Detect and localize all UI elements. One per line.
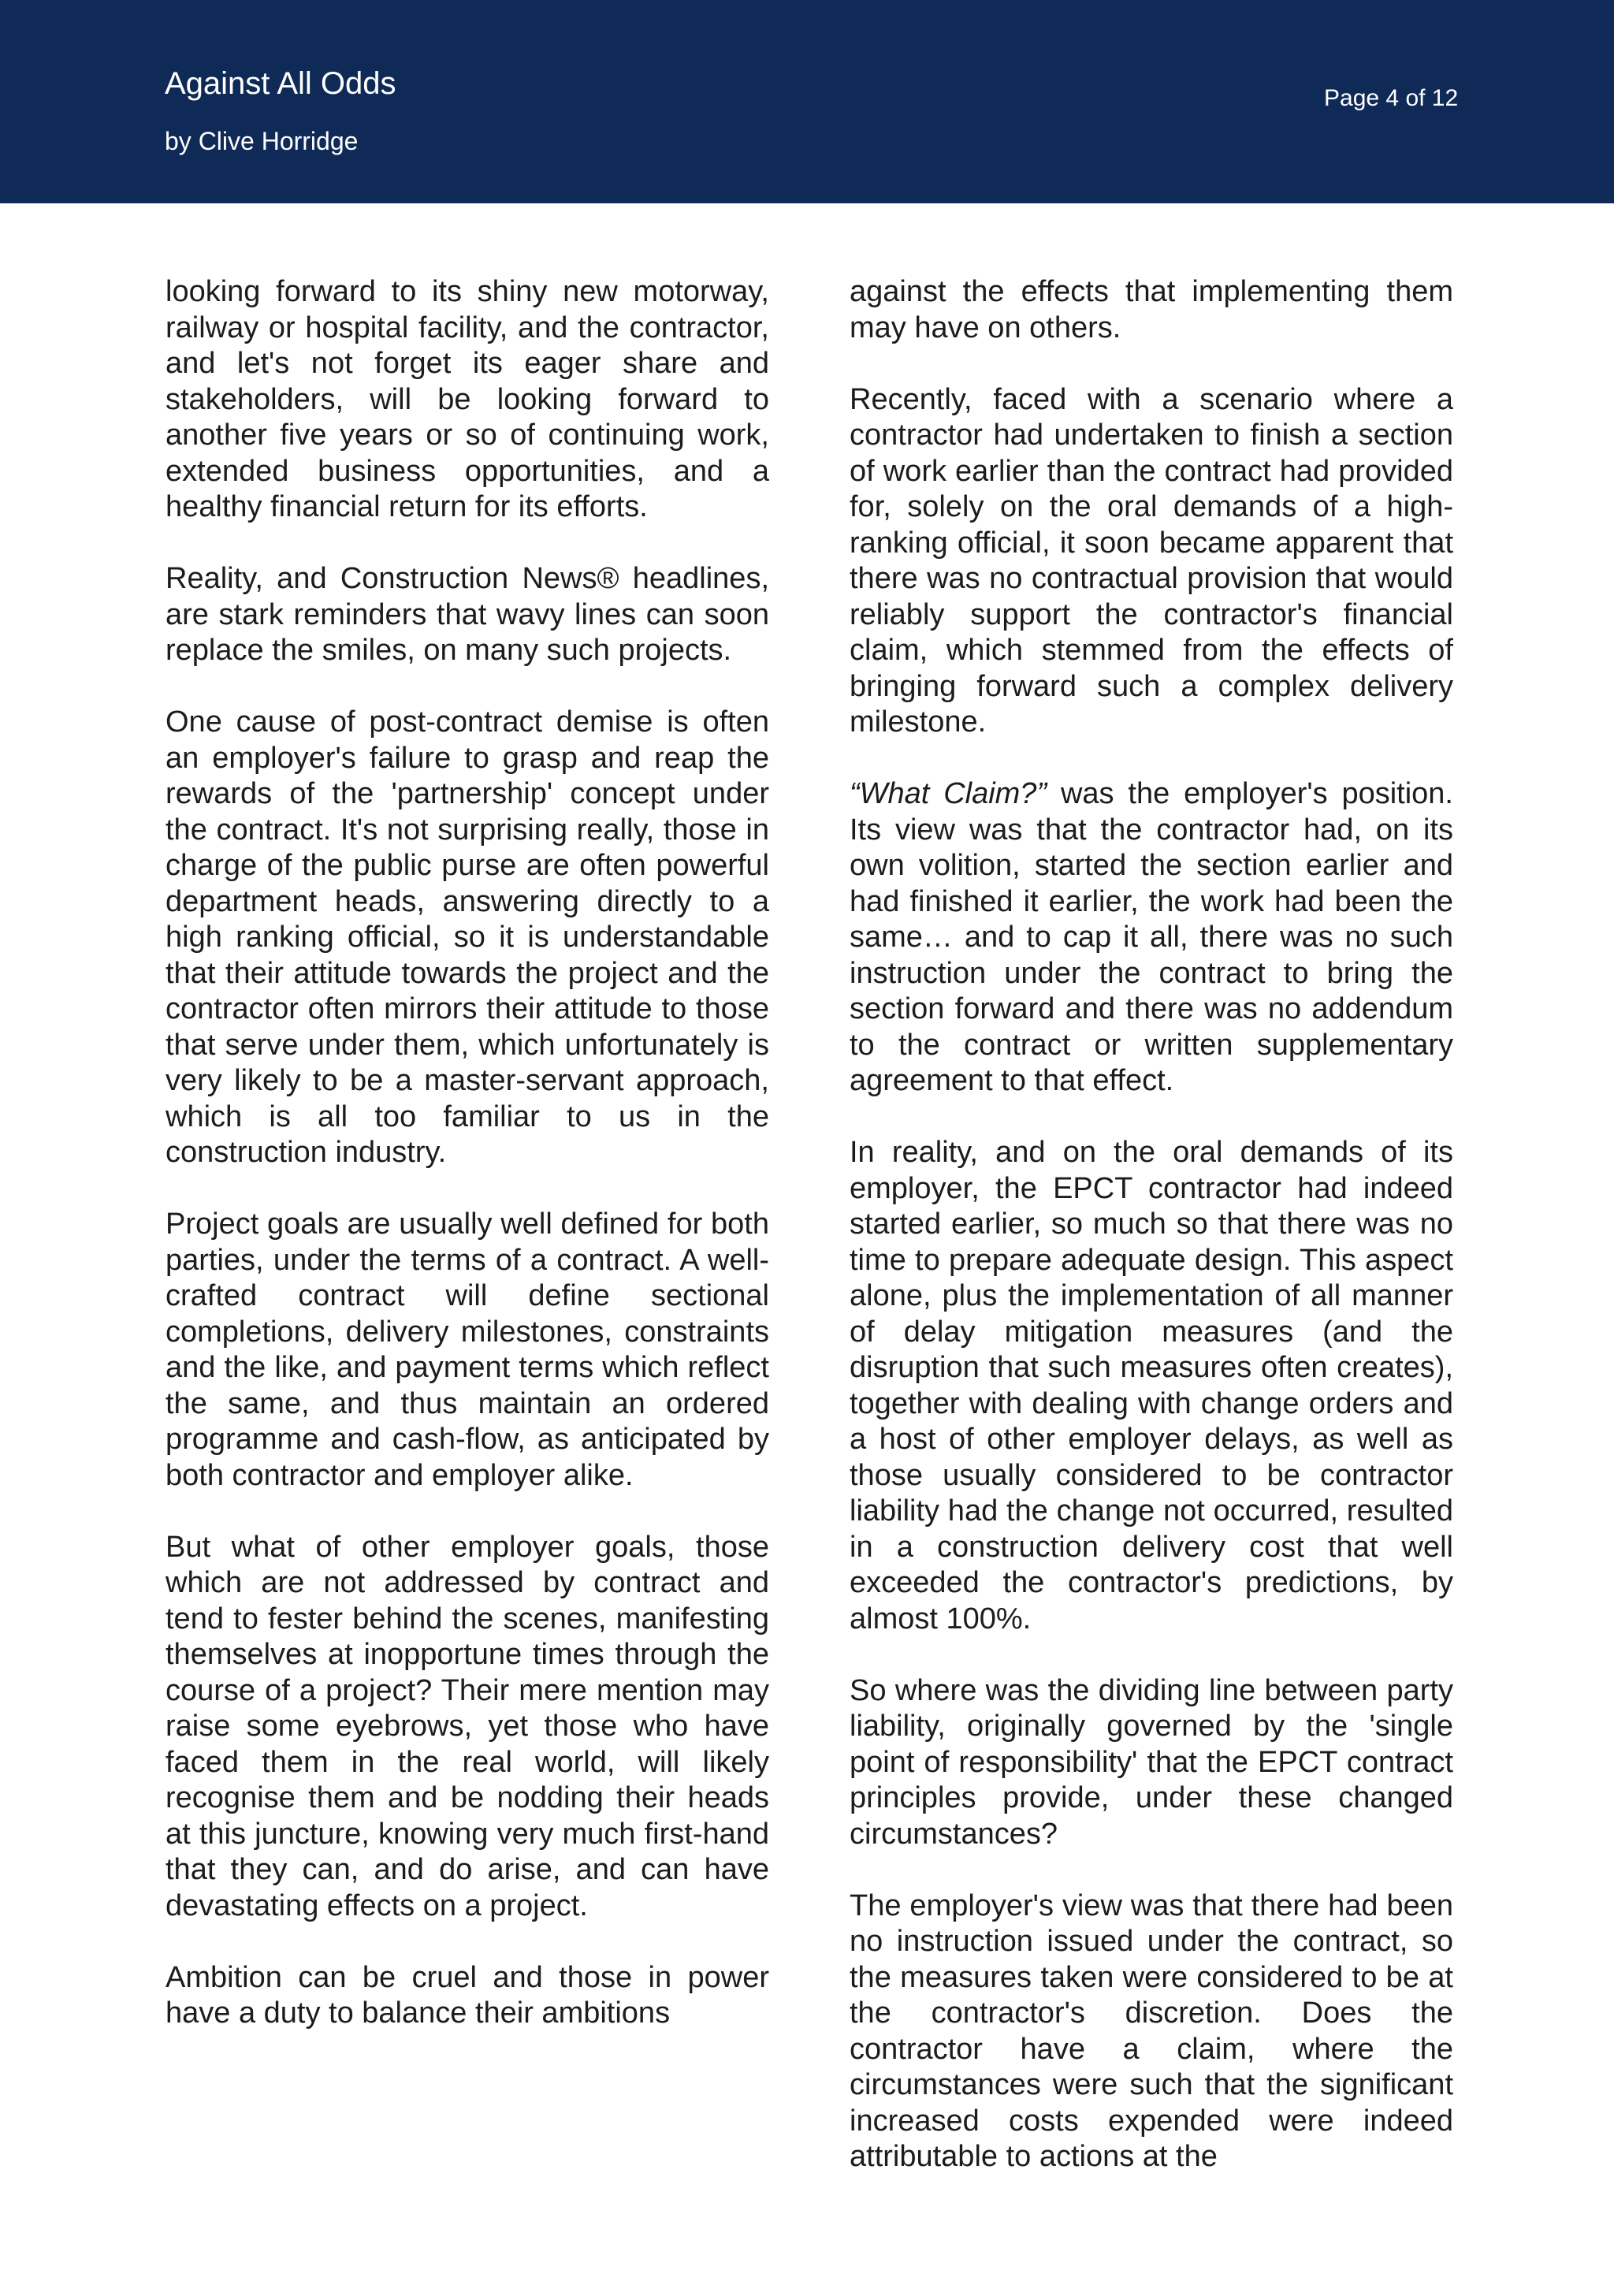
paragraph-what-claim bbox=[850, 776, 1453, 1100]
page-number: 4 of 12 bbox=[1385, 85, 1459, 111]
paragraph: Recently, faced with a scenario where a contractor had undertaken to finish a section of work earlier than the contract had provided for, solely on the oral demands of a high-ranking official, it soon became apparent that there was no contractual provision that would reliably support the contractor's financial claim, which stemmed from the effects of bringing forward such a complex delivery milestone. bbox=[850, 382, 1453, 739]
right-column bbox=[850, 274, 1453, 2175]
paragraph: In reality, and on the oral demands of its employer, the EPCT contractor had indeed started earlier, so much so that there was no time to prepare adequate design. This aspect alone, plus the implementation of all manner of delay mitigation measures (and the disruption that such measures often creates), together with dealing with change orders and a host of other employer delays, as well as those usually considered to be contractor liability had the change not occurred, resulted in a construction delivery cost that well exceeded the contractor's predictions, by almost 100%. bbox=[850, 1136, 1453, 1635]
paragraph: looking forward to its shiny new motorway, railway or hospital facility, and the contractor, and let's not forget its eager share and stakeholders, will be looking forward to another five years or so of continuing work, extended business opportunities, and a healthy financial return for its efforts. bbox=[165, 275, 769, 523]
quoted-phrase: “What Claim?” bbox=[850, 777, 1047, 810]
paragraph-text: was the employer's position. Its view was that the contractor had, on its own volition, started the section earlier and had finished it earlier, the work had been the same… and to cap it all, there was no such instruction under the contract to bring the section forward and there was no addendum to the contract or written supplementary agreement to that effect. bbox=[850, 777, 1453, 1097]
page-label: Page bbox=[1324, 85, 1380, 111]
paragraph: against the effects that implementing them may have on others. bbox=[850, 275, 1453, 344]
paragraph: One cause of post-contract demise is often an employer's failure to grasp and reap the rewards of the 'partnership' concept under the contract. It's not surprising really, those in charge of the public purse are often powerful department heads, answering directly to a high ranking official, so it is understandable that their attitude towards the project and the contractor often mirrors their attitude to those that serve under them, which unfortunately is very likely to be a master-servant approach, which is all too familiar to us in the construction industry. bbox=[165, 705, 769, 1169]
left-column bbox=[165, 274, 769, 2032]
paragraph: Ambition can be cruel and those in power have a duty to balance their ambitions bbox=[165, 1960, 769, 2030]
document-author: by Clive Horridge bbox=[165, 127, 359, 155]
page-header bbox=[0, 0, 1614, 203]
paragraph: Project goals are usually well defined for both parties, under the terms of a contract. A well-crafted contract will define sectional completions, delivery milestones, constraints and the like, and payment terms which reflect the same, and thus maintain an ordered programme and cash-flow, as anticipated by both contractor and employer alike. bbox=[165, 1208, 769, 1492]
paragraph: But what of other employer goals, those which are not addressed by contract and tend to fester behind the scenes, manifesting themselves at inopportune times through the course of a project? Their mere mention may raise some eyebrows, yet those who have faced them in the real world, will likely recognise them and be nodding their heads at this juncture, knowing very much first-hand that they can, and do arise, and can have devastating effects on a project. bbox=[165, 1530, 769, 1922]
paragraph: Reality, and Construction News® headlines, are stark reminders that wavy lines can soon replace the smiles, on many such projects. bbox=[165, 562, 769, 667]
page-indicator bbox=[1324, 87, 1458, 110]
document-title: Against All Odds bbox=[165, 66, 396, 101]
paragraph: So where was the dividing line between party liability, originally governed by the 'single point of responsibility' that the EPCT contract principles provide, under these changed circumstances? bbox=[850, 1673, 1453, 1851]
paragraph: The employer's view was that there had been no instruction issued under the contract, so the measures taken were considered to be at the contractor's discretion. Does the contractor have a claim, where the circumstances were such that the significant increased costs expended were indeed attributable to actions at the bbox=[850, 1889, 1453, 2173]
